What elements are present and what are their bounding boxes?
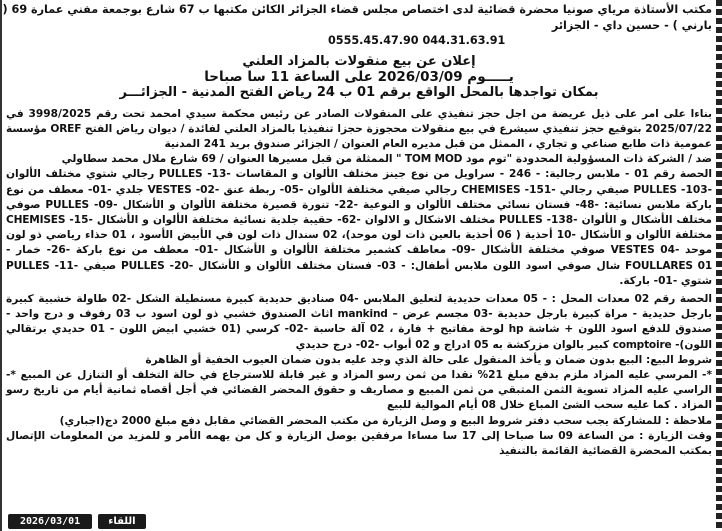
title-block — [6, 54, 712, 101]
payment-terms-paragraph: *- المرسي عليه المزاد ملزم بدفع مبلغ 21% نقدا من ثمن رسو المزاد و غير قابلة للاسترجاع في حالة التخلف أو التنازل عن المبيع *- الراسي عليه المزاد تسوية الثمن المتبقي من ثمن المبيع و مصاريف و حقوق المحضر القضائي في أجل أقصاه ثمانية أيام من تاريخ رسو المزاد . كما عليه سحب الشئ المباع خلال 08 أيام الموالية للبيع — [6, 368, 712, 412]
auction-date-line: يـــــوم 2026/03/09 على الساعة 11 سا صباحا — [204, 68, 514, 85]
bailiff-address-line: بارني ) - حسين داي - الجزائر — [551, 18, 712, 32]
publication-date: 2026/03/01 — [8, 514, 92, 529]
visit-time-paragraph: وقت الزيارة : من الساعة 09 سا صباحا إلى 17 سا مساءا مرفقين بوصل الزيارة و كل من يهمه الأمر و للمزيد من المعلومات الإتصال بمكتب المحضرة القضائية القائمة بالتنفيذ — [6, 429, 713, 457]
left-border — [0, 0, 2, 531]
participation-note-paragraph: ملاحظة : للمشاركة يجب سحب دفتر شروط البيع و وصل الزيارة من مكتب المحضر القضائي مقابل دفع مبلغ 2000 دج(اجباري) — [59, 414, 712, 427]
decorative-right-border — [716, 0, 722, 531]
auction-title: إعلان عن بيع منقولات بالمزاد العلني — [242, 53, 476, 69]
newspaper-name-badge: اللقاء — [98, 514, 145, 529]
court-order-paragraph: بناءا على امر على ذيل عريضة من اجل حجز تنفيذي على المنقولات الصادر عن رئيس محكمة سيدي امحمد تحت رقم 3998/2025 في 2025/07/22 بتوقيع حجز تنفيذي سيشرع في بيع منقولات محجوزة حجزا تنفيذيا بالمزاد العلني لفائدة / ديوان رياض الفتح OREF مؤسسة عمومية ذات طابع صناعي و تجاري ، الممثل من قبل مديره العام العنوان / الجزائر صندوق بريد 241 المدنية — [6, 107, 713, 150]
footer — [8, 514, 146, 529]
debtor-paragraph: ضد / الشركة ذات المسؤولية المحدودة "توم مود TOM MOD " الممثلة من قبل مسيرها العنوان / 69 شارع ملال محمد سطاولي — [61, 153, 712, 166]
announcement-body — [6, 107, 712, 460]
lot-1-paragraph: الحصة رقم 01 - ملابس رجالية: - 246 - سراويل من نوع جينز مختلف الألوان و المقاسات -13- PULLES رجالي شتوي مختلف الألوان -103- PULLES صيفي رجالي -151- CHEMISES رجالي صيفي مختلفة الألوان -05- ربطة عنق -02- VESTES جلدي -01- معطف من نوع باركة ملابس نسائية: -48- فستان نسائي مختلف الألوان و النوعية -22- تنورة قصيرة مختلفة الألوان و الأشكال -09- PULLES صوفي مختلف الأشكال و الألوان -138- PULLES مختلف الاشكال و الالوان -62- حقيبة جلدية نسائية مختلفة الألوان و الأشكال -15- CHEMISES مختلفة الألوان و الأشكال -10 أحذية ( 06 أحذية بالعين ذات لون موحد)، 02 سندال ذات لون في الأبيض الأسود ، 01 حذاء رياضي ذو لون موحد -04 VESTES صوفي مختلفة الأشكال -09- معاطف كشمير مختلفة الألوان و الأشكال -01- معطف من نوع باركة -26- خمار - FOULLARES 01 شال صوفي اسود اللون ملابس أطفال: - 03- فستان مختلف الألوان و الأشكال -20- PULLES صيفي -11- PULLES شتوي -01- باركة. — [6, 168, 713, 287]
announcement-content — [2, 2, 713, 459]
phone-numbers: 0555.45.47.90 044.31.63.91 — [328, 34, 506, 47]
lot-2-paragraph: الحصة رقم 02 معدات المحل : - 05 معدات حديدية لتعليق الملابس -04 صناديق حديدية كبيرة مستطيلة الشكل -02 طاولة خشبية كبيرة بارجل حديدية - مراة كبيرة بارجل حديدية -03 مجسم عرض – mankind اثاث الصندوق خشبي ذو لون اسود ب 03 رفوف و درج واحد - صندوق للدفع اسود اللون + شاشة hp لوحة مفاتيح + فارة ، 02 آلة حاسبة -02- كرسي (01 خشبي ابيض اللون - 01 حديدي برتقالي اللون)- comptoire كبير بالوان مزركشة به 05 ادراج و 02 أبواب -02- درج حديدي — [6, 292, 713, 351]
bailiff-office-line: مكتب الأستاذة مرياي صونيا محضرة قضائية لدى اختصاص مجلس قضاء الجزائر الكائن مكتبها ب 67 شارع بوجمعة مفني عمارة 69 ( — [2, 3, 712, 16]
auction-location-line: بمكان تواجدها بالمحل الواقع برقم 01 ب 24 رياض الفتح المدنية - الجزائـــر — [119, 84, 599, 100]
sale-conditions-paragraph: شروط البيع: البيع بدون ضمان و يأخذ المنقول على حالة الذي وجد عليه بدون ضمان العيوب الخفية أو الظاهرة — [145, 353, 712, 366]
